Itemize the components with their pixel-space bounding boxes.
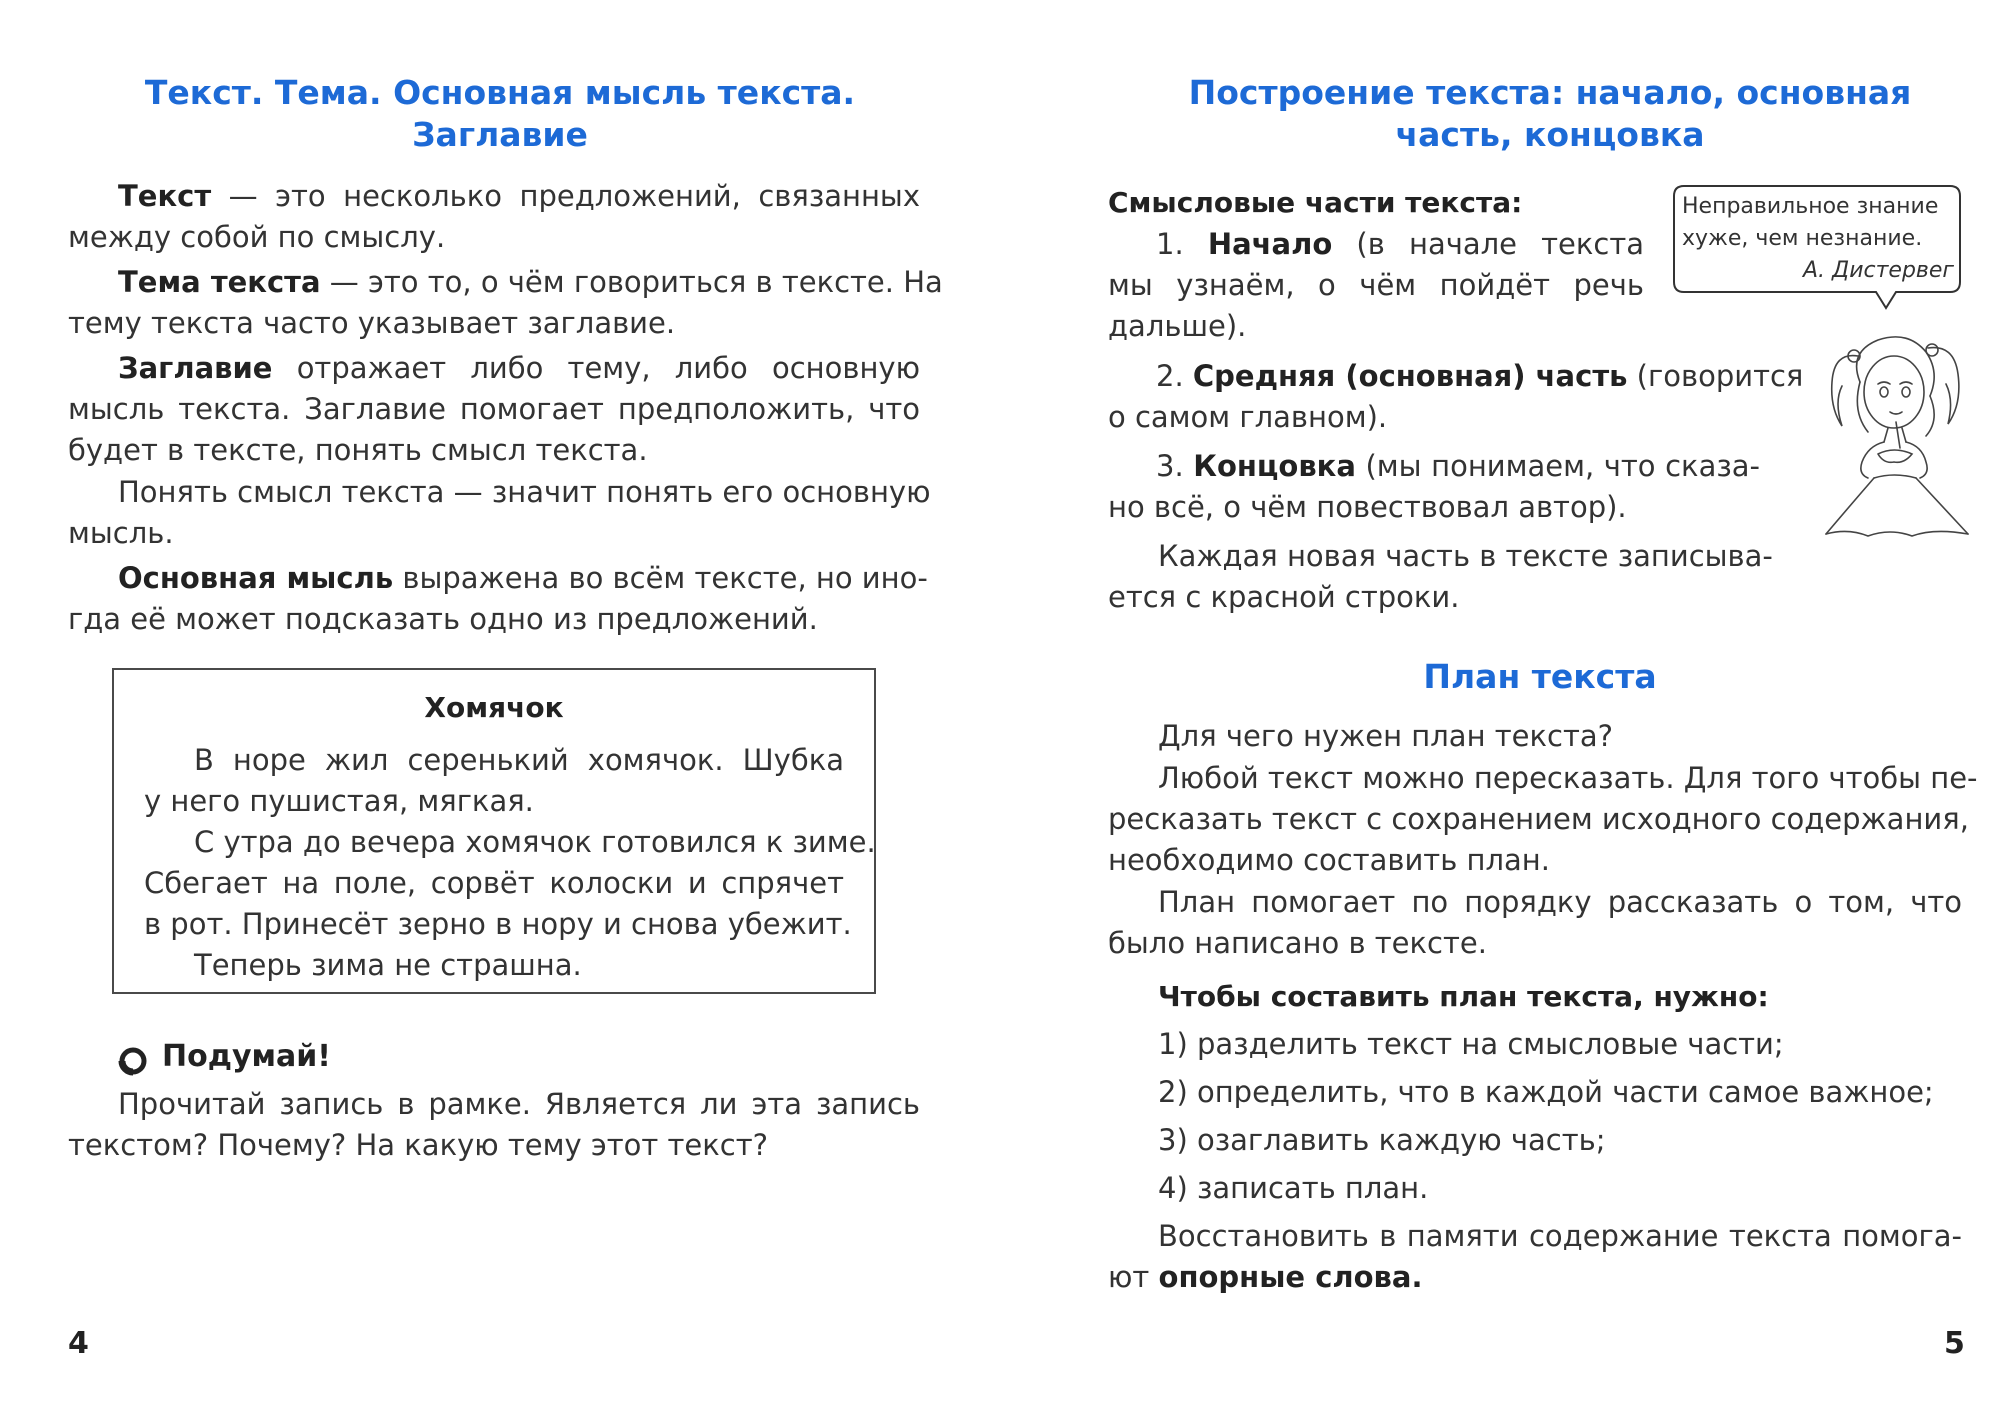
story-box xyxy=(112,668,876,994)
quote-bubble xyxy=(1672,184,1962,294)
title-line: Заглавие xyxy=(412,115,588,154)
story-line: С утра до вечера хомячок готовился к зиме. xyxy=(194,825,876,859)
circle-bullet-icon xyxy=(118,1046,148,1076)
part-bold: Начало xyxy=(1207,227,1333,261)
term-bold: Текст xyxy=(118,179,212,213)
part-bold: Средняя (основная) часть xyxy=(1192,359,1628,393)
title-line: Построение текста: начало, основная xyxy=(1188,73,1912,112)
plan-title xyxy=(1110,656,1970,698)
steps-heading xyxy=(1158,976,1962,1017)
heading-line: Чтобы составить план текста, нужно: xyxy=(1158,980,1769,1013)
plan-question xyxy=(1108,716,1962,757)
text-line: дальше). xyxy=(1108,309,1247,343)
part-item xyxy=(1108,446,1760,528)
text-line: Понять смысл текста — значит понять его основную xyxy=(118,475,931,509)
part-number: 1. xyxy=(1156,227,1208,261)
right-page xyxy=(1000,0,2000,1418)
text-line: (говорится xyxy=(1627,359,1804,393)
think-label: Подумай! xyxy=(162,1039,331,1074)
term-bold: опорные слова. xyxy=(1158,1260,1423,1294)
story-line: Сбегает на поле, сорвёт колоски и спрячет xyxy=(144,866,844,900)
page-number: 5 xyxy=(1944,1326,1965,1361)
text-line: ется с красной строки. xyxy=(1108,580,1460,614)
text-line: (мы понимаем, что сказа- xyxy=(1355,449,1760,483)
main-idea-text xyxy=(68,558,928,640)
plan-paragraph xyxy=(1108,882,1962,964)
title-line: План текста xyxy=(1423,657,1657,696)
text-line: — это то, о чём говориться в тексте. На xyxy=(320,265,943,299)
part-number: 3. xyxy=(1156,449,1194,483)
quote-text: хуже, чем незнание. xyxy=(1682,226,1923,251)
quote-author: А. Дистервег xyxy=(1803,258,1954,283)
story-line: в рот. Принесёт зерно в нору и снова убежит. xyxy=(144,907,852,941)
meaning-text xyxy=(68,472,931,554)
text-line: Для чего нужен план текста? xyxy=(1158,719,1613,753)
text-line: ют xyxy=(1108,1260,1159,1294)
text-line: (в начале текста xyxy=(1332,227,1644,261)
text-line: Прочитай запись в рамке. Является ли эта запись xyxy=(118,1087,920,1121)
text-line: мысль текста. Заглавие помогает предположить, что xyxy=(68,392,920,426)
girl-illustration xyxy=(1808,322,1978,542)
plan-paragraph xyxy=(1108,758,1978,881)
closing-text xyxy=(1108,1216,1962,1298)
think-task-text xyxy=(68,1084,920,1166)
story-text xyxy=(144,740,876,986)
page-number: 4 xyxy=(68,1326,89,1361)
text-line: гда её может подсказать одно из предложений. xyxy=(68,602,818,636)
part-item xyxy=(1108,224,1644,347)
term-bold: Тема текста xyxy=(118,265,321,299)
term-bold: Основная мысль xyxy=(118,561,394,595)
title-line: Текст. Тема. Основная мысль текста. xyxy=(144,73,856,112)
story-title: Хомячок xyxy=(424,691,564,724)
story-line: Теперь зима не страшна. xyxy=(194,948,582,982)
heading-text xyxy=(68,348,920,471)
term-bold: Заглавие xyxy=(118,351,273,385)
text-line: 3) озаглавить каждую часть; xyxy=(1158,1123,1606,1157)
text-line: но всё, о чём повествовал автор). xyxy=(1108,490,1627,524)
part-bold: Концовка xyxy=(1193,449,1356,483)
text-line: Любой текст можно пересказать. Для того чтобы пе- xyxy=(1158,761,1978,795)
text-line: 4) записать план. xyxy=(1158,1171,1429,1205)
step-item xyxy=(1158,1072,1962,1113)
text-line: План помогает по порядку рассказать о том, что xyxy=(1158,885,1962,919)
text-line: Восстановить в памяти содержание текста помога- xyxy=(1158,1219,1962,1253)
text-line: Каждая новая часть в тексте записыва- xyxy=(1158,539,1773,573)
step-item xyxy=(1158,1168,1962,1209)
heading-line: Смысловые части текста: xyxy=(1108,186,1523,219)
text-line: мы узнаём, о чём пойдёт речь xyxy=(1108,268,1644,302)
new-part-text xyxy=(1108,536,1773,618)
text-line: отражает либо тему, либо основную xyxy=(272,351,920,385)
definition-text xyxy=(68,176,920,258)
story-line: В норе жил серенький хомячок. Шубка xyxy=(194,743,844,777)
quote-text: Неправильное знание xyxy=(1682,194,1939,219)
text-line: 1) разделить текст на смысловые части; xyxy=(1158,1027,1784,1061)
part-item xyxy=(1108,356,1804,438)
text-line: текстом? Почему? На какую тему этот текст? xyxy=(68,1128,769,1162)
text-line: было написано в тексте. xyxy=(1108,926,1487,960)
parts-heading xyxy=(1108,182,1668,223)
story-line: у него пушистая, мягкая. xyxy=(144,784,534,818)
topic-text xyxy=(68,262,943,344)
text-line: ресказать текст с сохранением исходного содержания, xyxy=(1108,802,1969,836)
step-item xyxy=(1158,1120,1962,1161)
text-line: мысль. xyxy=(68,516,174,550)
text-line: — это несколько предложений, связанных xyxy=(211,179,920,213)
part-number: 2. xyxy=(1156,359,1193,393)
text-line: 2) определить, что в каждой части самое важное; xyxy=(1158,1075,1934,1109)
text-line: выражена во всём тексте, но ино- xyxy=(393,561,928,595)
text-line: необходимо составить план. xyxy=(1108,843,1550,877)
page-title xyxy=(70,72,930,156)
title-line: часть, концовка xyxy=(1395,115,1705,154)
text-line: будет в тексте, понять смысл текста. xyxy=(68,433,648,467)
text-line: между собой по смыслу. xyxy=(68,220,446,254)
step-item xyxy=(1158,1024,1962,1065)
text-line: тему текста часто указывает заглавие. xyxy=(68,306,676,340)
page-title xyxy=(1110,72,1990,156)
text-line: о самом главном). xyxy=(1108,400,1388,434)
